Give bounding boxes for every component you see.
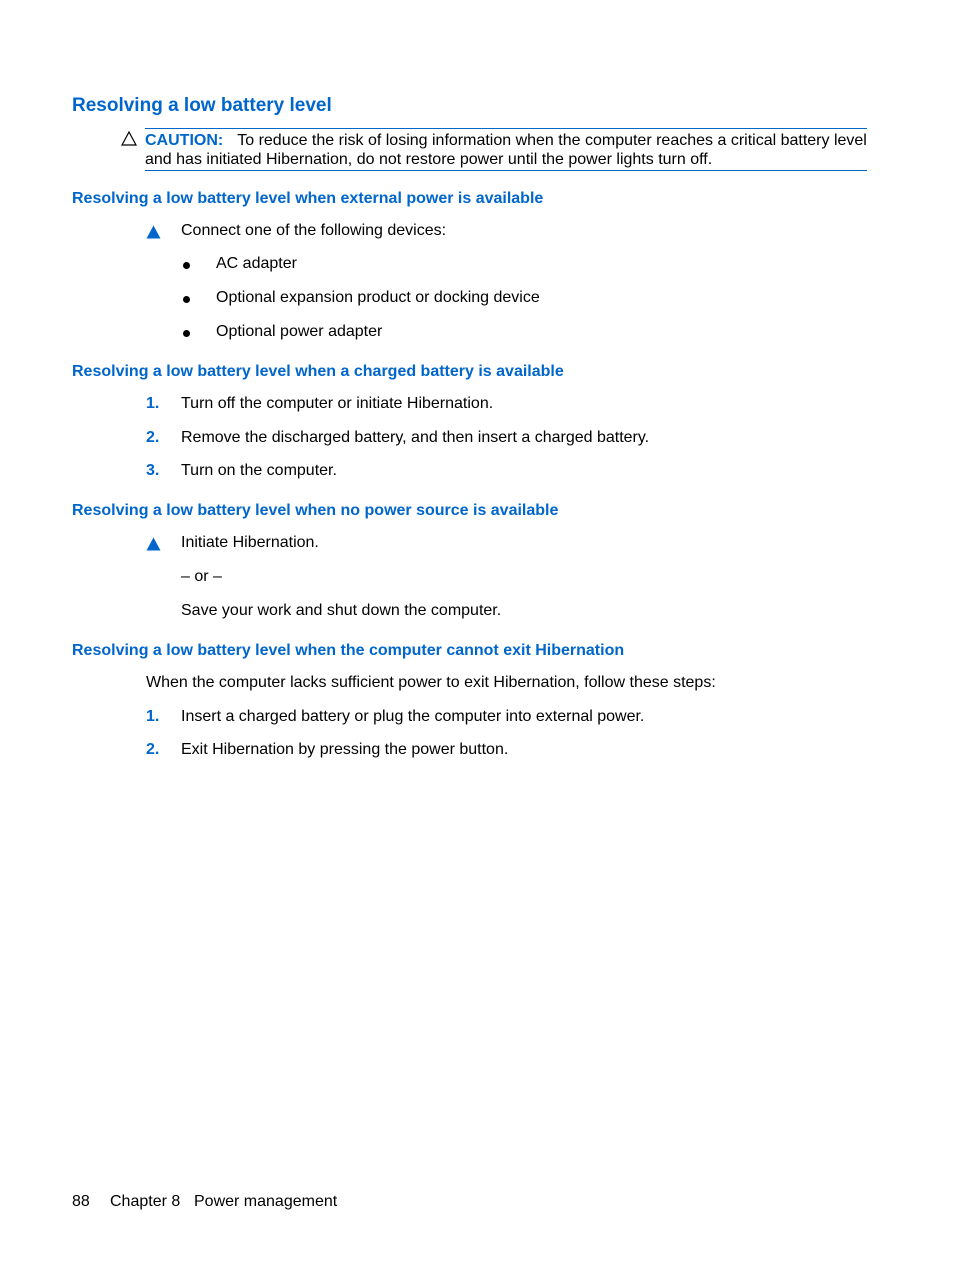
heading-charged-battery: Resolving a low battery level when a charged battery is available <box>72 363 564 380</box>
footer-chapter-title: Power management <box>194 1193 338 1210</box>
step-number: 1. <box>146 395 160 412</box>
heading-no-power-source: Resolving a low battery level when no power source is available <box>72 502 559 519</box>
blue-triangle-icon <box>146 537 161 551</box>
alternative-step: Save your work and shut down the computer. <box>181 602 502 619</box>
step-number: 3. <box>146 462 160 479</box>
caution-triangle-icon <box>121 131 137 146</box>
intro-paragraph: When the computer lacks sufficient power to exit Hibernation, follow these steps: <box>146 674 716 691</box>
caution-box <box>145 128 867 171</box>
bullet-dot-icon <box>183 330 190 337</box>
step-text: Insert a charged battery or plug the computer into external power. <box>181 708 645 725</box>
step-text: Turn on the computer. <box>181 462 337 479</box>
caution-text-block <box>145 131 867 169</box>
blue-triangle-icon <box>146 225 161 239</box>
step-connect-devices: Connect one of the following devices: <box>181 222 447 239</box>
list-item: Optional power adapter <box>216 323 383 340</box>
step-number: 2. <box>146 741 160 758</box>
bullet-dot-icon <box>183 262 190 269</box>
caution-label: CAUTION: <box>145 132 224 149</box>
list-item: Optional expansion product or docking device <box>216 289 540 306</box>
step-text: Turn off the computer or initiate Hibernation. <box>181 395 494 412</box>
step-text: Exit Hibernation by pressing the power button. <box>181 741 509 758</box>
step-text: Remove the discharged battery, and then insert a charged battery. <box>181 429 650 446</box>
heading-cannot-exit-hibernation: Resolving a low battery level when the computer cannot exit Hibernation <box>72 642 625 659</box>
step-number: 1. <box>146 708 160 725</box>
list-item: AC adapter <box>216 255 297 272</box>
step-number: 2. <box>146 429 160 446</box>
bullet-dot-icon <box>183 296 190 303</box>
caution-text: To reduce the risk of losing information when the computer reaches a critical battery level and has initiated Hibernation, do not restore power until the power lights turn off. <box>145 132 867 168</box>
heading-external-power: Resolving a low battery level when external power is available <box>72 190 544 207</box>
footer-chapter: Chapter 8 <box>110 1193 181 1210</box>
step-initiate-hibernation: Initiate Hibernation. <box>181 534 319 551</box>
or-separator: – or – <box>181 568 222 585</box>
page-number: 88 <box>72 1193 90 1210</box>
page-title: Resolving a low battery level <box>72 95 332 116</box>
